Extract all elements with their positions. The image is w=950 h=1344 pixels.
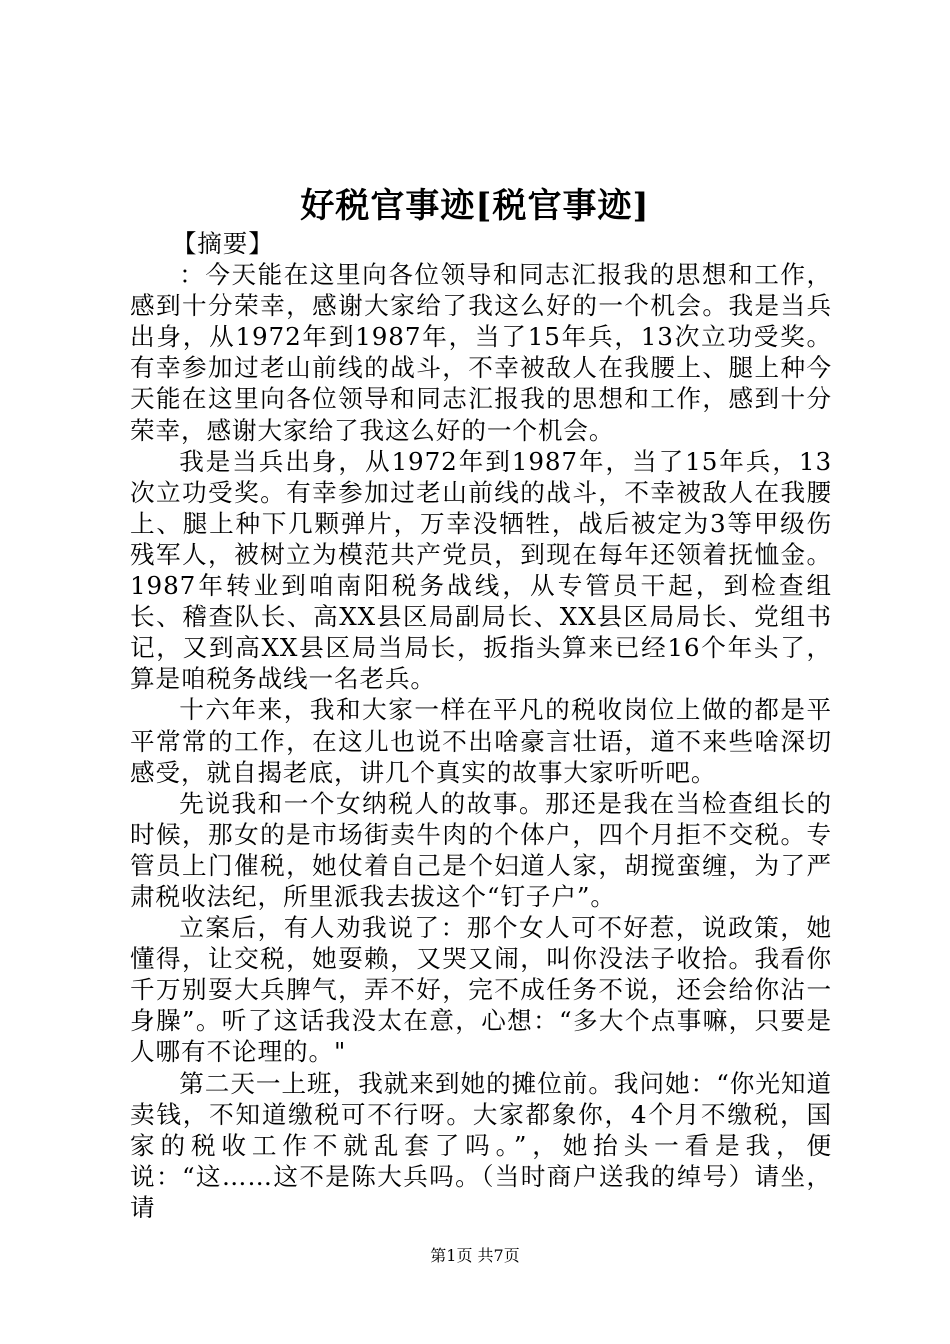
paragraph: 十六年来，我和大家一样在平凡的税收岗位上做的都是平平常常的工作，在这儿也说不出啥豪言壮语，道不来些啥深切感受，就自揭老底，讲几个真实的故事大家听听吧。: [130, 695, 832, 787]
paragraph: 我是当兵出身，从1972年到1987年，当了15年兵，13次立功受奖。有幸参加过老山前线的战斗，不幸被敌人在我腰上、腿上种下几颗弹片，万幸没牺牲，战后被定为3等甲级伤残军人，被树立为模范共产党员，到现在每年还领着抚恤金。1987年转业到咱南阳税务战线，从专管员干起，到检查组长、稽查队长、高XX县区局副局长、XX县区局局长、党组书记，又到高XX县区局当局长，扳指头算来已经16个年头了，算是咱税务战线一名老兵。: [130, 446, 832, 694]
document-body: [130, 228, 832, 1223]
document-title: 好税官事迹[税官事迹]: [300, 186, 650, 226]
paragraph: ：今天能在这里向各位领导和同志汇报我的思想和工作，感到十分荣幸，感谢大家给了我这么好的一个机会。我是当兵出身，从1972年到1987年，当了15年兵，13次立功受奖。有幸参加过老山前线的战斗，不幸被敌人在我腰上、腿上种今天能在这里向各位领导和同志汇报我的思想和工作，感到十分荣幸，感谢大家给了我这么好的一个机会。: [130, 260, 832, 445]
page-footer: 第1页 共7页: [430, 1246, 520, 1265]
paragraph: 立案后，有人劝我说了：那个女人可不好惹，说政策，她懂得，让交税，她耍赖，又哭又闹，叫你没法子收拾。我看你千万别耍大兵脾气，弄不好，完不成任务不说，还会给你沾一身臊”。听了这话我没太在意，心想：“多大个点事嘛，只要是人哪有不论理的。": [130, 913, 832, 1067]
paragraph: 第二天一上班，我就来到她的摊位前。我问她：“你光知道卖钱，不知道缴税可不行呀。大家都象你，4个月不缴税，国家的税收工作不就乱套了吗。”，她抬头一看是我，便说：“这……这不是陈大兵吗。（当时商户送我的绰号）请坐，请: [130, 1068, 832, 1222]
paragraph: 先说我和一个女纳税人的故事。那还是我在当检查组长的时候，那女的是市场街卖牛肉的个体户，四个月拒不交税。专管员上门催税，她仗着自己是个妇道人家，胡搅蛮缠，为了严肃税收法纪，所里派我去拔这个“钉子户”。: [130, 788, 832, 911]
summary-label: 【摘要】: [171, 229, 274, 258]
